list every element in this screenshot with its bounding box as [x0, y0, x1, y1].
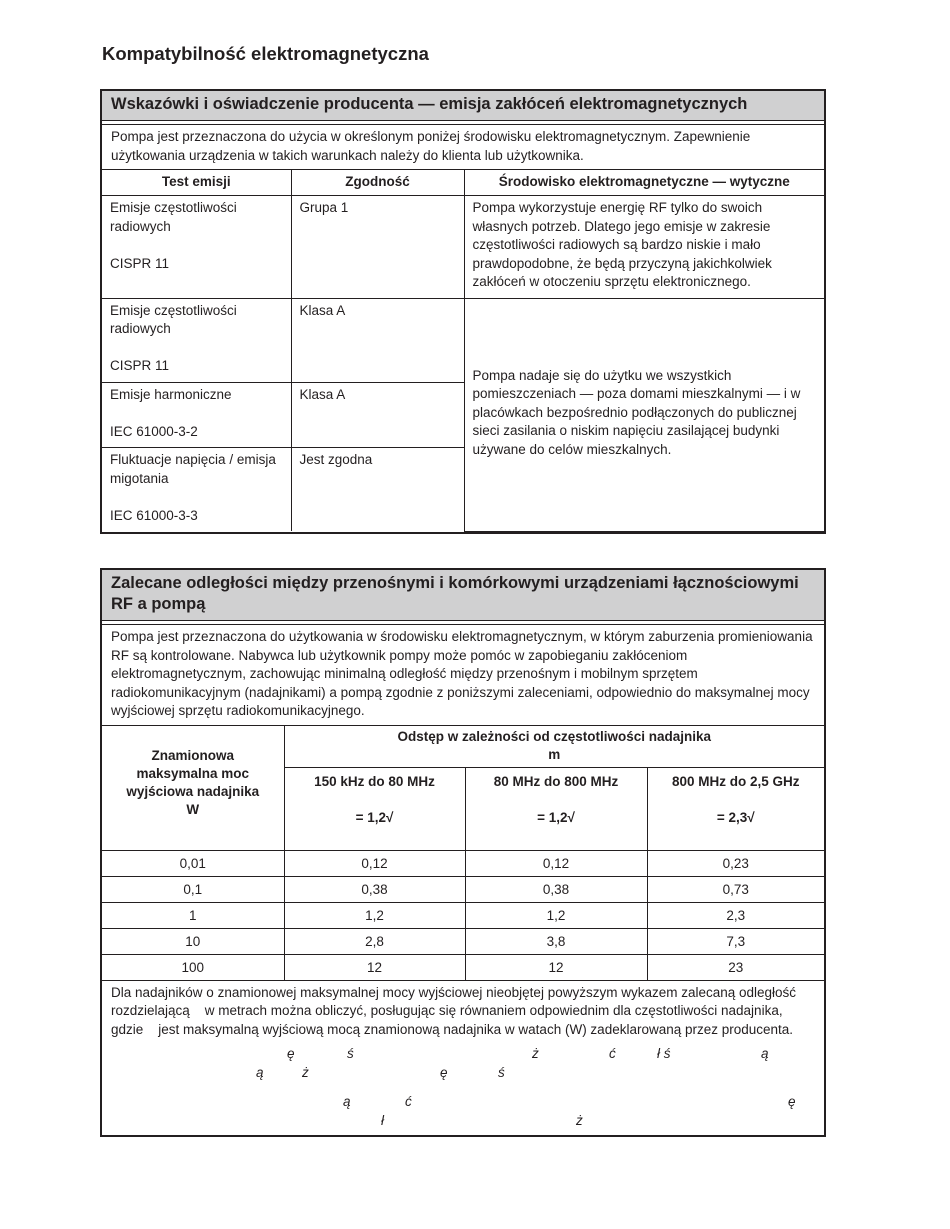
emission-section [100, 89, 826, 534]
stray-glyphs [111, 1039, 815, 1131]
stray-glyph: ł [381, 1113, 384, 1128]
emission-heading: Wskazówki i oświadczenie producenta — emisja zakłóceń elektromagnetycznych [102, 91, 824, 121]
test-standard: CISPR 11 [110, 255, 170, 271]
power-header: Znamionowa maksymalna moc wyjściowa nadajnika W [102, 726, 284, 851]
stray-glyph: ć [405, 1094, 412, 1109]
test-name: Emisje częstotliwości radiowych [110, 302, 237, 336]
band-header: 150 kHz do 80 MHz = 1,2√ [284, 767, 465, 850]
table-row [102, 298, 824, 382]
distance-footnote [102, 980, 824, 1136]
distance-cell: 0,38 [465, 876, 647, 902]
emission-intro: Pompa jest przeznaczona do użycia w określonym poniżej środowisku elektromagnetycznym. Zapewnienie użytkowania urządzenia w takich warunkach należy do klienta lub użytkownika. [102, 125, 824, 170]
distance-intro: Pompa jest przeznaczona do użytkowania w środowisku elektromagnetycznym, w którym zaburzenia promieniowania RF są kontrolowane. Nabywca lub użytkownik pompy może pomóc w zapobieganiu zakłóceniom elektromagnetycznym, zachowując minimalną odległość między przenośnym i mobilnym sprzętem radiokomunikacyjnym (nadajnikami) a pompą zgodnie z poniższymi zaleceniami, odpowiednio do maksymalnej mocy wyjściowej sprzętu radiokomunikacyjnego. [102, 625, 824, 726]
distance-cell: 1,2 [465, 902, 647, 928]
power-cell: 1 [102, 902, 284, 928]
stray-glyph: ę [287, 1046, 295, 1061]
distance-section [100, 568, 826, 1137]
table-row [102, 196, 824, 299]
stray-glyph: ś [347, 1046, 354, 1061]
stray-glyph: ę [788, 1094, 796, 1109]
table-header-row [102, 726, 824, 768]
guidance-cell: Pompa nadaje się do użytku we wszystkich pomieszczeniach — poza domami mieszkalnymi — i w placówkach bezpośrednio podłączonych do publicznej sieci zasilania o niskim napięciu zasilającej budynki używane do celów mieszkalnych. [464, 298, 824, 531]
test-name: Emisje częstotliwości radiowych [110, 200, 237, 234]
stray-glyph: ś [498, 1065, 505, 1080]
stray-glyph: ą [761, 1046, 769, 1061]
power-cell: 0,01 [102, 850, 284, 876]
distance-cell: 0,38 [284, 876, 465, 902]
col-header-compliance: Zgodność [291, 170, 464, 196]
power-cell: 10 [102, 928, 284, 954]
stray-glyph: ż [576, 1113, 583, 1128]
test-cell [102, 298, 291, 382]
stray-glyph: ą [256, 1065, 264, 1080]
test-standard: IEC 61000-3-3 [110, 507, 198, 523]
stray-glyph: ł ś [657, 1046, 671, 1061]
page-title: Kompatybilność elektromagnetyczna [102, 43, 429, 64]
band-header: 80 MHz do 800 MHz = 1,2√ [465, 767, 647, 850]
distance-cell: 23 [647, 954, 824, 980]
table-row [102, 850, 824, 876]
distance-header: Odstęp w zależności od częstotliwości nadajnika m [284, 726, 824, 768]
emission-table [102, 170, 824, 532]
power-cell: 0,1 [102, 876, 284, 902]
test-name: Emisje harmoniczne [110, 386, 232, 402]
stray-glyph: ę [440, 1065, 448, 1080]
footnote-text: Dla nadajników o znamionowej maksymalnej mocy wyjściowej nieobjętej powyższym wykazem zalecaną odległość rozdzielającą w metrach można obliczyć, posługując się równaniem odpowiednim dla częstotliwości nadajnika, gdzie jest maksymalną wyjściową mocą znamionową nadajnika w watach (W) zadeklarowaną przez producenta. [111, 984, 800, 1037]
power-cell: 100 [102, 954, 284, 980]
table-header-row [102, 170, 824, 196]
guidance-cell: Pompa wykorzystuje energię RF tylko do swoich własnych potrzeb. Dlatego jego emisje w zakresie częstotliwości radiowych są bardzo niskie i mało prawdopodobne, że będą przyczyną jakichkolwiek zakłóceń w otoczeniu sprzętu elektronicznego. [464, 196, 824, 299]
test-cell [102, 382, 291, 448]
distance-cell: 12 [284, 954, 465, 980]
distance-cell: 2,3 [647, 902, 824, 928]
distance-cell: 1,2 [284, 902, 465, 928]
compliance-cell: Jest zgodna [291, 448, 464, 532]
distance-cell: 3,8 [465, 928, 647, 954]
distance-table [102, 726, 824, 980]
stray-glyph: ż [302, 1065, 309, 1080]
test-name: Fluktuacje napięcia / emisja migotania [110, 452, 276, 486]
distance-cell: 7,3 [647, 928, 824, 954]
distance-cell: 0,73 [647, 876, 824, 902]
compliance-cell: Klasa A [291, 298, 464, 382]
test-standard: IEC 61000-3-2 [110, 423, 198, 439]
distance-unit: m [548, 746, 561, 762]
stray-glyph: ą [343, 1094, 351, 1109]
distance-cell: 12 [465, 954, 647, 980]
table-row [102, 954, 824, 980]
stray-glyph: ż [532, 1046, 539, 1061]
test-standard: CISPR 11 [110, 358, 170, 373]
distance-cell: 0,12 [465, 850, 647, 876]
col-header-test: Test emisji [102, 170, 291, 196]
distance-heading: Zalecane odległości między przenośnymi i komórkowymi urządzeniami łącznościowymi RF a pompą [102, 570, 824, 621]
table-row [102, 902, 824, 928]
test-cell [102, 448, 291, 532]
distance-cell: 0,12 [284, 850, 465, 876]
col-header-guidance: Środowisko elektromagnetyczne — wytyczne [464, 170, 824, 196]
distance-cell: 2,8 [284, 928, 465, 954]
table-row [102, 928, 824, 954]
stray-glyph: ć [609, 1046, 616, 1061]
table-row [102, 876, 824, 902]
test-cell [102, 196, 291, 299]
band-header: 800 MHz do 2,5 GHz = 2,3√ [647, 767, 824, 850]
compliance-cell: Grupa 1 [291, 196, 464, 299]
distance-cell: 0,23 [647, 850, 824, 876]
compliance-cell: Klasa A [291, 382, 464, 448]
